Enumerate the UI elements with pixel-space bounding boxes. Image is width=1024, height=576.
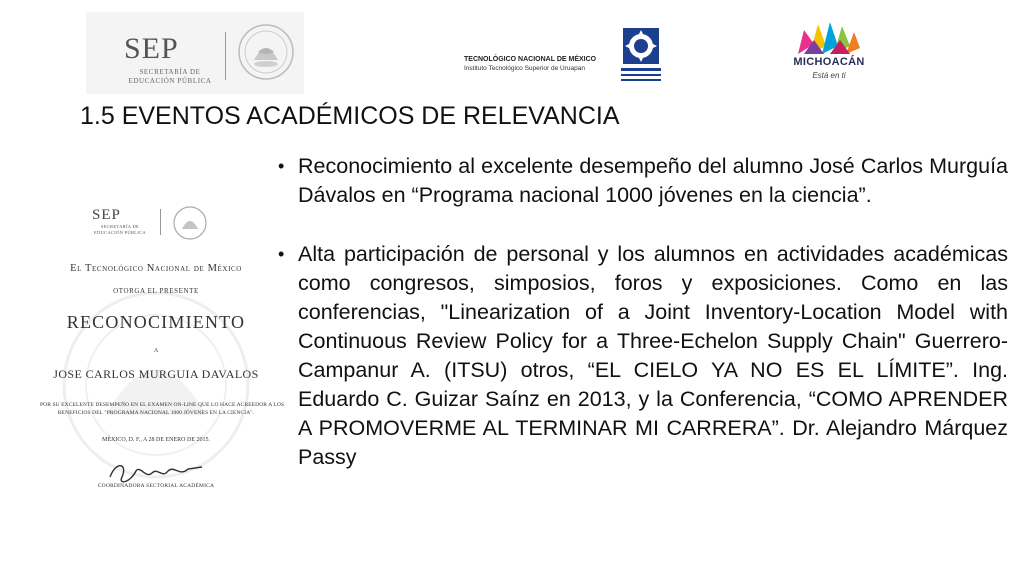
sep-logo-line1: SECRETARÍA DE bbox=[139, 68, 201, 76]
michoacan-crown-icon bbox=[784, 20, 874, 56]
tecnm-name: TECNOLÓGICO NACIONAL DE MÉXICO bbox=[464, 56, 597, 63]
tecnm-logo-text bbox=[464, 56, 597, 72]
certificate-sep-word: SEP bbox=[92, 207, 121, 223]
michoacan-logo bbox=[784, 20, 874, 84]
slide-title: 1.5 EVENTOS ACADÉMICOS DE RELEVANCIA bbox=[80, 102, 620, 130]
sep-logo-word: SEP bbox=[124, 32, 179, 65]
certificate-date: MÉXICO, D. F., A 28 DE ENERO DE 2015. bbox=[101, 437, 211, 443]
sep-logo-line2: EDUCACIÓN PÚBLICA bbox=[128, 77, 212, 85]
bullet-dot-icon: • bbox=[278, 244, 285, 264]
logo-divider bbox=[225, 32, 226, 80]
bullet-item bbox=[276, 152, 1008, 210]
certificate-signatory: COORDINADORA SECTORIAL ACADÉMICA bbox=[97, 483, 215, 489]
bullet-item bbox=[276, 240, 1008, 472]
certificate-a: A bbox=[153, 348, 159, 354]
bullet-list bbox=[276, 152, 1008, 472]
certificate-image bbox=[40, 195, 285, 507]
certificate-reason-line1: POR SU EXCELENTE DESEMPEÑO EN EL EXAMEN ON-LINE QUE LO HACE ACREEDOR A LOS bbox=[40, 402, 285, 408]
certificate-recipient: JOSE CARLOS MURGUIA DAVALOS bbox=[53, 367, 259, 381]
certificate-sep-line1: SECRETARÍA DE bbox=[100, 224, 140, 229]
certificate-reason-line2: BENEFICIOS DEL "PROGRAMA NACIONAL 1000 JÓVENES EN LA CIENCIA". bbox=[57, 410, 255, 416]
tecnm-institute: Instituto Tecnológico Superior de Uruapan bbox=[464, 65, 585, 72]
bullet-dot-icon: • bbox=[278, 156, 285, 176]
certificate-divider bbox=[160, 209, 161, 235]
mexico-seal-icon bbox=[236, 22, 296, 82]
certificate-institution: El Tecnológico Nacional de México bbox=[70, 263, 242, 274]
certificate-heading: RECONOCIMIENTO bbox=[66, 312, 246, 332]
bullet-text: Reconocimiento al excelente desempeño del alumno José Carlos Murguía Dávalos en “Programa nacional 1000 jóvenes en la ciencia”. bbox=[298, 154, 1008, 207]
sep-logo bbox=[108, 26, 220, 88]
michoacan-tagline: Está en ti bbox=[812, 71, 846, 80]
bullet-text: Alta participación de personal y los alumnos en actividades académicas como congresos, simposios, foros y exposiciones. Como en las conferencias, "Linearization of a Joint Inventory-Location Model with Continuous Review Policy for a Three-Echelon Supply Chain" Guerrero-Campanur A. (ITSU) otros, “EL CIELO YA NO ES EL LÍMITE”. Ing. Eduardo C. Guizar Saínz en 2013, y la Conferencia, “COMO APRENDER A PROMOVERME AL TERMINAR MI CARRERA”. Dr. Alejandro Márquez Passy bbox=[298, 242, 1008, 469]
michoacan-wordmark: MICHOACÁN bbox=[793, 56, 865, 68]
certificate-otorga: OTORGA EL PRESENTE bbox=[113, 287, 199, 295]
itsu-logo-icon bbox=[617, 24, 665, 84]
certificate-seal-icon bbox=[172, 205, 208, 241]
certificate-sep-line2: EDUCACIÓN PÚBLICA bbox=[94, 230, 146, 235]
